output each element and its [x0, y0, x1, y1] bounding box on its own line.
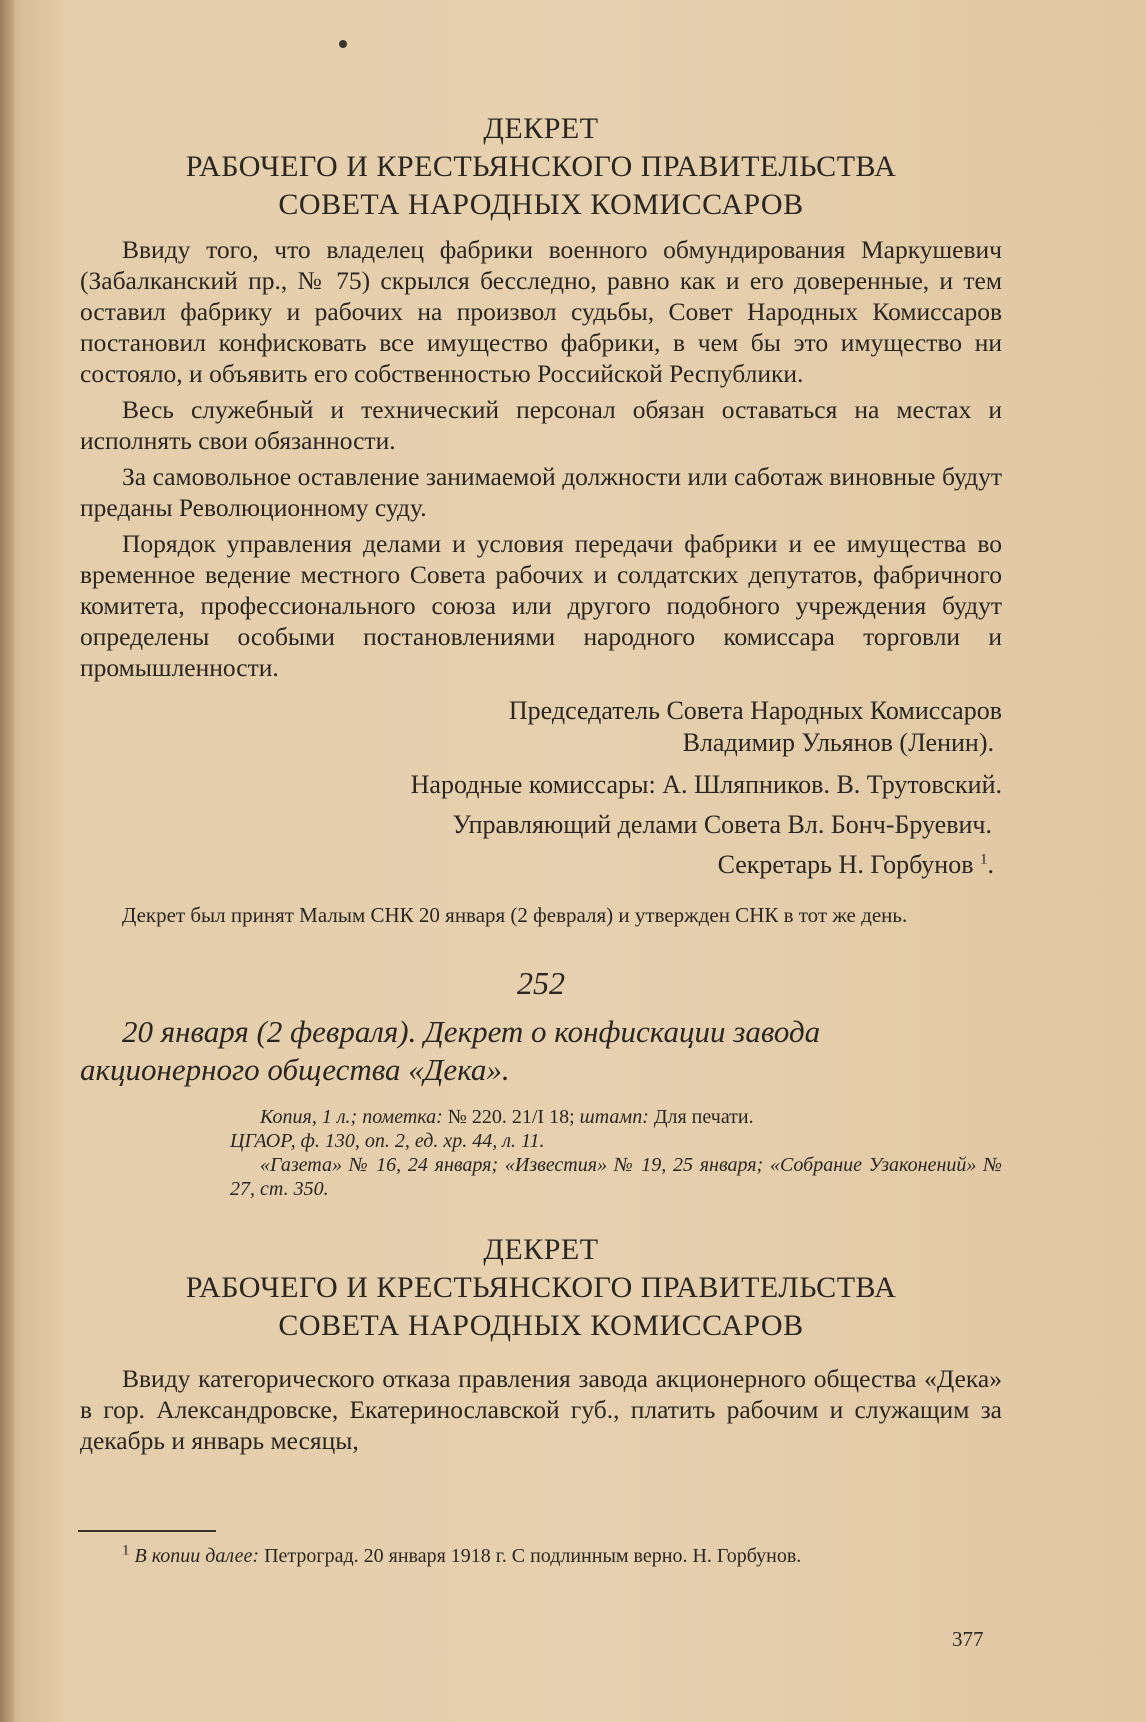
- decree1-heading-line1: ДЕКРЕТ: [483, 112, 599, 145]
- decree2-heading-line2: РАБОЧЕГО И КРЕСТЬЯНСКОГО ПРАВИТЕЛЬСТВА: [185, 1271, 897, 1304]
- decree2-heading-line1: ДЕКРЕТ: [483, 1233, 599, 1266]
- decree1-paragraph-2: Весь служебный и технический персонал обязан оставаться на местах и исполнять свои обязанности.: [80, 395, 1002, 455]
- decree1-signatures: [80, 695, 1002, 881]
- footnote: [80, 1544, 1002, 1569]
- footnote-reference-mark: 1: [980, 851, 988, 868]
- decree1-paragraph-3: За самовольное оставление занимаемой должности или саботаж виновные будут преданы Революционному суду.: [80, 462, 1002, 522]
- archive-mark-value: № 220. 21/I 18;: [442, 1106, 580, 1128]
- decree1-adoption-note: Декрет был принят Малым СНК 20 января (2 февраля) и утвержден СНК в тот же день.: [122, 903, 908, 927]
- signature-chairman-name: Владимир Ульянов (Ленин).: [682, 728, 994, 757]
- document-title: 20 января (2 февраля). Декрет о конфискации завода акционерного общества «Дека».: [80, 1014, 821, 1087]
- decree1-paragraph-1: Ввиду того, что владелец фабрики военного обмундирования Маркушевич (Забалканский пр., № 75) скрылся бесследно, равно как и его доверенные, и тем оставил фабрику и рабочих на произвол судьбы, Совет Народных Комиссаров постановил конфисковать все имущество фабрики, в чем бы это имущество ни состояло, и объявить его собственностью Российской Республики.: [80, 235, 1002, 388]
- archive-stamp-label: штамп:: [579, 1106, 649, 1128]
- archive-reference: [230, 1105, 1002, 1201]
- decree1-paragraph-4: Порядок управления делами и условия передачи фабрики и ее имущества во временное ведение местного Совета рабочих и солдатских депутатов, фабричного комитета, профессионального союза или другого подобного учреждения будут определены особыми постановлениями народного комиссара торговли и промышленности.: [80, 529, 1002, 682]
- signature-secretary-text: Секретарь Н. Горбунов: [717, 850, 974, 879]
- footnote-divider: [78, 1530, 216, 1532]
- decree2-heading-line3: СОВЕТА НАРОДНЫХ КОМИССАРОВ: [278, 1309, 804, 1342]
- page-number: 377: [952, 1627, 984, 1651]
- archive-copy-label: Копия, 1 л.; пометка:: [260, 1106, 443, 1128]
- archive-stamp-value: Для печати.: [648, 1106, 754, 1128]
- document-number: 252: [517, 965, 565, 1001]
- footnote-text: Петроград. 20 января 1918 г. С подлинным верно. Н. Горбунов.: [259, 1545, 802, 1567]
- decree2-paragraph-1: Ввиду категорического отказа правления завода акционерного общества «Дека» в гор. Александровске, Екатеринославской губ., платить рабочим и служащим за декабрь и январь месяцы,: [80, 1364, 1002, 1455]
- page-content: [80, 110, 1002, 1456]
- signature-chairman-title: Председатель Совета Народных Комиссаров: [508, 696, 1002, 725]
- signature-secretary-period: .: [987, 850, 994, 879]
- footnote-mark: 1: [122, 1542, 130, 1559]
- signature-secretary: [80, 849, 994, 881]
- archive-line-publications: «Газета» № 16, 24 января; «Известия» № 19, 25 января; «Собрание Узаконений» № 27, ст. 350.: [230, 1154, 1002, 1200]
- archive-line-copy: [230, 1105, 1002, 1129]
- footnote-italic-lead: В копии далее:: [134, 1545, 260, 1567]
- ink-dot: [339, 40, 347, 48]
- archive-line-fund: ЦГАОР, ф. 130, оп. 2, ед. хр. 44, л. 11.: [230, 1130, 545, 1152]
- signature-commissars: Народные комиссары: А. Шляпников. В. Трутовский.: [410, 770, 1002, 799]
- decree1-heading-line2: РАБОЧЕГО И КРЕСТЬЯНСКОГО ПРАВИТЕЛЬСТВА: [185, 150, 897, 183]
- decree1-body: [80, 234, 1002, 683]
- book-spine-shadow: [0, 0, 14, 1722]
- signature-manager: Управляющий делами Совета Вл. Бонч-Бруевич.: [452, 810, 992, 839]
- decree1-heading-line3: СОВЕТА НАРОДНЫХ КОМИССАРОВ: [278, 188, 804, 221]
